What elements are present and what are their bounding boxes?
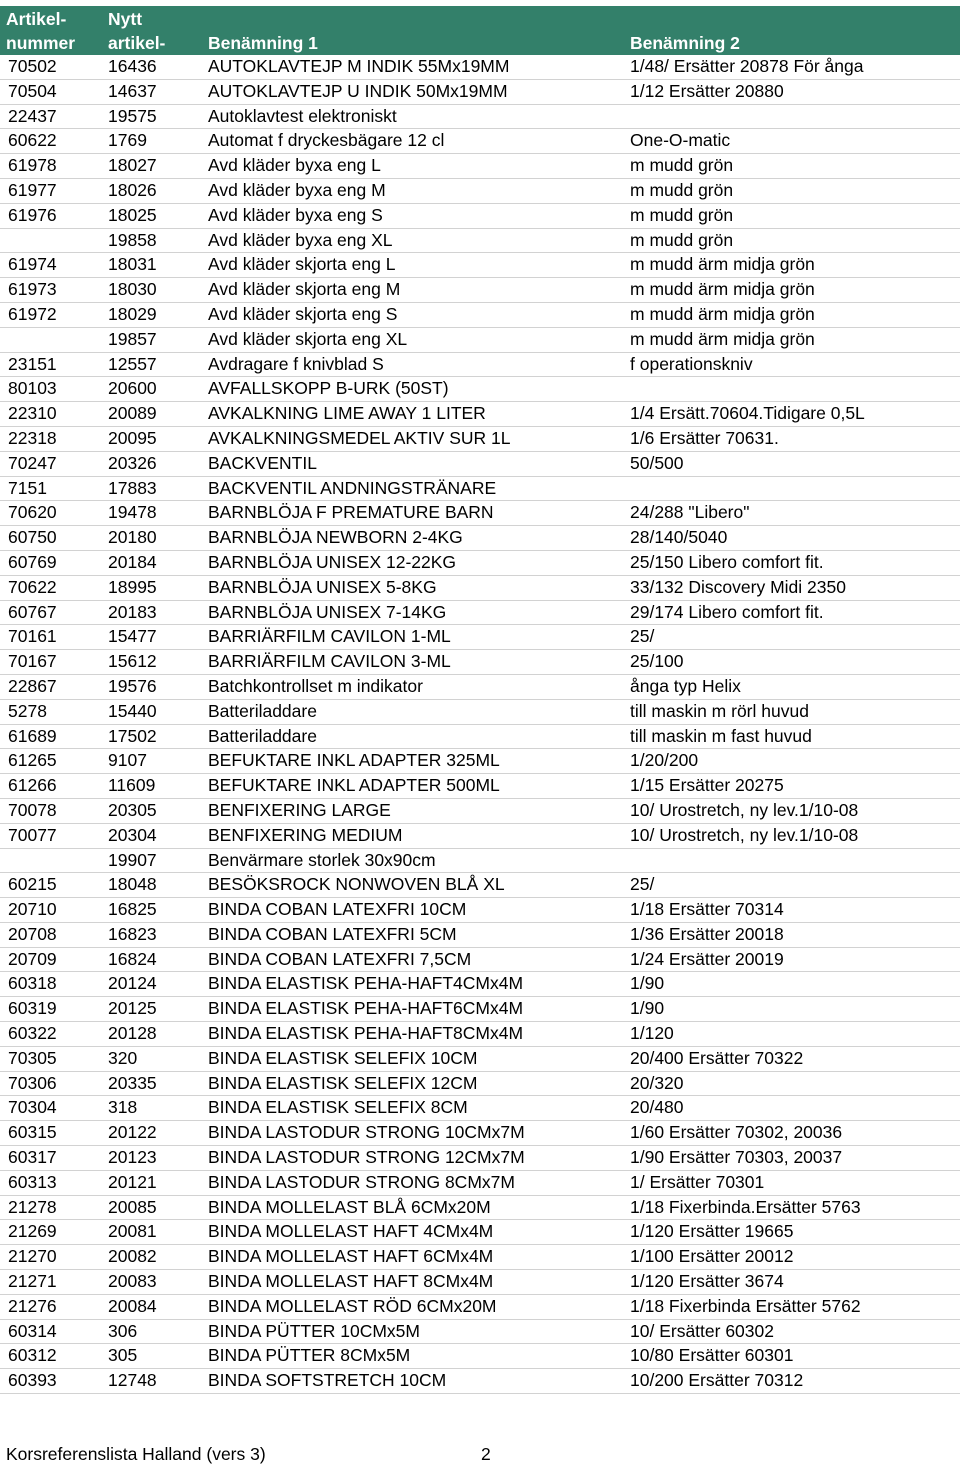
- article-number-cell: 70305: [8, 1047, 57, 1068]
- table-row: [0, 80, 960, 105]
- description-1-cell: BENFIXERING MEDIUM: [208, 824, 403, 845]
- article-number-cell: 61974: [8, 254, 57, 275]
- description-2-cell: m mudd ärm midja grön: [630, 303, 815, 324]
- description-2-cell: m mudd grön: [630, 204, 734, 225]
- table-row: [0, 824, 960, 849]
- table-row: [0, 402, 960, 427]
- article-number-cell: 60322: [8, 1023, 57, 1044]
- table-row: [0, 1245, 960, 1270]
- article-number-cell: 60313: [8, 1171, 57, 1192]
- new-article-number-cell: 20183: [108, 601, 157, 622]
- description-2-cell: 1/18 Fixerbinda.Ersätter 5763: [630, 1196, 861, 1217]
- description-1-cell: BINDA ELASTISK PEHA-HAFT4CMx4M: [208, 973, 524, 994]
- new-article-number-cell: 19478: [108, 502, 157, 523]
- table-row: [0, 972, 960, 997]
- description-1-cell: Avd kläder skjorta eng S: [208, 303, 398, 324]
- table-row: [0, 774, 960, 799]
- table-row: [0, 1220, 960, 1245]
- description-1-cell: BINDA MOLLELAST HAFT 6CMx4M: [208, 1246, 494, 1267]
- description-1-cell: Batchkontrollset m indikator: [208, 675, 423, 696]
- table-row: [0, 1022, 960, 1047]
- article-number-cell: 21269: [8, 1221, 57, 1242]
- new-article-number-cell: 9107: [108, 750, 147, 771]
- new-article-number-cell: 15440: [108, 700, 157, 721]
- description-1-cell: BINDA MOLLELAST BLÅ 6CMx20M: [208, 1196, 491, 1217]
- new-article-number-cell: 19858: [108, 229, 157, 250]
- new-article-number-cell: 17883: [108, 477, 157, 498]
- description-2-cell: 1/90 Ersätter 70303, 20037: [630, 1147, 843, 1168]
- description-1-cell: AVKALKNINGSMEDEL AKTIV SUR 1L: [208, 427, 511, 448]
- description-1-cell: Avd kläder byxa eng S: [208, 204, 383, 225]
- new-article-number-cell: 12557: [108, 353, 157, 374]
- article-number-cell: 61976: [8, 204, 57, 225]
- new-article-number-cell: 20125: [108, 998, 157, 1019]
- new-article-number-cell: 18048: [108, 874, 157, 895]
- description-1-cell: Avd kläder skjorta eng M: [208, 279, 401, 300]
- table-header: [0, 6, 960, 55]
- description-1-cell: Avdragare f knivblad S: [208, 353, 384, 374]
- table-row: [0, 179, 960, 204]
- description-1-cell: Avd kläder byxa eng L: [208, 155, 381, 176]
- description-1-cell: BINDA ELASTISK SELEFIX 8CM: [208, 1097, 468, 1118]
- article-number-cell: 61973: [8, 279, 57, 300]
- table-row: [0, 997, 960, 1022]
- footer-title: Korsreferenslista Halland (vers 3): [6, 1444, 266, 1464]
- header-col1-line2: nummer: [6, 33, 76, 53]
- new-article-number-cell: 18030: [108, 279, 157, 300]
- table-row: [0, 923, 960, 948]
- new-article-number-cell: 305: [108, 1345, 138, 1366]
- description-1-cell: BINDA ELASTISK SELEFIX 10CM: [208, 1047, 478, 1068]
- new-article-number-cell: 16436: [108, 56, 157, 76]
- description-1-cell: Avd kläder skjorta eng L: [208, 254, 396, 275]
- description-2-cell: m mudd ärm midja grön: [630, 279, 815, 300]
- table-row: [0, 700, 960, 725]
- table-row: [0, 1344, 960, 1369]
- article-number-cell: 61978: [8, 155, 57, 176]
- article-number-cell: 22310: [8, 403, 57, 424]
- table-row: [0, 1072, 960, 1097]
- article-number-cell: 20709: [8, 948, 57, 969]
- description-2-cell: 1/15 Ersätter 20275: [630, 775, 784, 796]
- description-2-cell: 1/12 Ersätter 20880: [630, 80, 784, 101]
- table-row: [0, 749, 960, 774]
- table-row: [0, 526, 960, 551]
- table-row: [0, 427, 960, 452]
- description-2-cell: 1/100 Ersätter 20012: [630, 1246, 794, 1267]
- new-article-number-cell: 20089: [108, 403, 157, 424]
- article-number-cell: 61977: [8, 179, 57, 200]
- new-article-number-cell: 18025: [108, 204, 157, 225]
- article-number-cell: 70247: [8, 452, 57, 473]
- table-row: [0, 477, 960, 502]
- new-article-number-cell: 18995: [108, 576, 157, 597]
- description-2-cell: 1/4 Ersätt.70604.Tidigare 0,5L: [630, 403, 865, 424]
- new-article-number-cell: 20081: [108, 1221, 157, 1242]
- article-number-cell: 70502: [8, 56, 57, 76]
- table-row: [0, 129, 960, 154]
- new-article-number-cell: 11609: [108, 775, 156, 796]
- table-row: [0, 353, 960, 378]
- new-article-number-cell: 20184: [108, 551, 157, 572]
- description-1-cell: BARNBLÖJA UNISEX 7-14KG: [208, 601, 447, 622]
- article-number-cell: 21271: [8, 1271, 57, 1292]
- new-article-number-cell: 16825: [108, 899, 157, 920]
- new-article-number-cell: 18027: [108, 155, 157, 176]
- article-number-cell: 70077: [8, 824, 57, 845]
- table-row: [0, 1270, 960, 1295]
- header-col2-line1: Nytt: [108, 9, 143, 29]
- description-1-cell: BINDA LASTODUR STRONG 12CMx7M: [208, 1147, 525, 1168]
- table-row: [0, 799, 960, 824]
- table-row: [0, 898, 960, 923]
- article-number-cell: 70078: [8, 799, 57, 820]
- article-number-cell: 61266: [8, 775, 57, 796]
- description-1-cell: BINDA COBAN LATEXFRI 5CM: [208, 923, 457, 944]
- description-2-cell: 1/120 Ersätter 19665: [630, 1221, 794, 1242]
- description-2-cell: 50/500: [630, 452, 684, 473]
- header-col2-line2: artikel-: [108, 33, 166, 53]
- article-number-cell: 60215: [8, 874, 57, 895]
- table-row: [0, 1171, 960, 1196]
- description-2-cell: 1/20/200: [630, 750, 699, 771]
- table-row: [0, 1196, 960, 1221]
- article-number-cell: 60622: [8, 130, 57, 151]
- table-row: [0, 1047, 960, 1072]
- description-2-cell: 10/ Urostretch, ny lev.1/10-08: [630, 799, 859, 820]
- description-1-cell: BINDA COBAN LATEXFRI 7,5CM: [208, 948, 472, 969]
- description-1-cell: BACKVENTIL: [208, 452, 317, 473]
- article-number-cell: 20710: [8, 899, 57, 920]
- article-number-cell: 60315: [8, 1122, 57, 1143]
- article-number-cell: 70504: [8, 80, 57, 101]
- table-row: [0, 204, 960, 229]
- description-2-cell: 1/90: [630, 998, 665, 1019]
- new-article-number-cell: 18029: [108, 303, 157, 324]
- table-row: [0, 328, 960, 353]
- description-2-cell: m mudd ärm midja grön: [630, 254, 815, 275]
- description-1-cell: AVFALLSKOPP B-URK (50ST): [208, 378, 449, 399]
- description-1-cell: AUTOKLAVTEJP M INDIK 55Mx19MM: [208, 56, 510, 76]
- description-2-cell: ånga typ Helix: [630, 675, 741, 696]
- new-article-number-cell: 16824: [108, 948, 157, 969]
- table-row: [0, 1320, 960, 1345]
- article-number-cell: 61689: [8, 725, 57, 746]
- description-2-cell: 1/18 Fixerbinda Ersätter 5762: [630, 1295, 861, 1316]
- description-1-cell: Automat f dryckesbägare 12 cl: [208, 130, 445, 151]
- article-number-cell: 21276: [8, 1295, 57, 1316]
- article-number-cell: 22867: [8, 675, 57, 696]
- description-1-cell: BINDA MOLLELAST RÖD 6CMx20M: [208, 1295, 497, 1316]
- table-row: [0, 278, 960, 303]
- description-2-cell: 24/288 "Libero": [630, 502, 750, 523]
- article-number-cell: 60750: [8, 527, 57, 548]
- description-2-cell: 1/36 Ersätter 20018: [630, 923, 784, 944]
- new-article-number-cell: 19857: [108, 328, 157, 349]
- article-number-cell: 60769: [8, 551, 57, 572]
- description-2-cell: till maskin m rörl huvud: [630, 700, 809, 721]
- table-row: [0, 873, 960, 898]
- description-1-cell: BEFUKTARE INKL ADAPTER 325ML: [208, 750, 500, 771]
- new-article-number-cell: 1769: [108, 130, 147, 151]
- article-number-cell: 21278: [8, 1196, 57, 1217]
- new-article-number-cell: 20304: [108, 824, 157, 845]
- table-row: [0, 551, 960, 576]
- new-article-number-cell: 20124: [108, 973, 157, 994]
- article-number-cell: 20708: [8, 923, 57, 944]
- description-1-cell: BINDA PÜTTER 8CMx5M: [208, 1345, 411, 1366]
- new-article-number-cell: 318: [108, 1097, 138, 1118]
- table-row: [0, 1121, 960, 1146]
- new-article-number-cell: 320: [108, 1047, 138, 1068]
- description-1-cell: BINDA PÜTTER 10CMx5M: [208, 1320, 420, 1341]
- description-1-cell: BINDA LASTODUR STRONG 8CMx7M: [208, 1171, 515, 1192]
- description-1-cell: Batteriladdare: [208, 700, 317, 721]
- table-row: [0, 154, 960, 179]
- article-number-cell: 61972: [8, 303, 57, 324]
- description-1-cell: BEFUKTARE INKL ADAPTER 500ML: [208, 775, 500, 796]
- description-2-cell: till maskin m fast huvud: [630, 725, 812, 746]
- article-number-cell: 60319: [8, 998, 57, 1019]
- description-1-cell: Autoklavtest elektroniskt: [208, 105, 397, 126]
- table-row: [0, 625, 960, 650]
- new-article-number-cell: 18031: [108, 254, 157, 275]
- table-row: [0, 849, 960, 874]
- description-1-cell: Benvärmare storlek 30x90cm: [208, 849, 436, 870]
- article-number-cell: 5278: [8, 700, 47, 721]
- new-article-number-cell: 20326: [108, 452, 157, 473]
- description-1-cell: Batteriladdare: [208, 725, 317, 746]
- new-article-number-cell: 18026: [108, 179, 157, 200]
- new-article-number-cell: 20085: [108, 1196, 157, 1217]
- header-col4: Benämning 2: [630, 33, 740, 53]
- description-2-cell: 25/: [630, 874, 655, 895]
- new-article-number-cell: 20121: [108, 1171, 157, 1192]
- description-2-cell: m mudd ärm midja grön: [630, 328, 815, 349]
- table-row: [0, 576, 960, 601]
- header-col3: Benämning 1: [208, 33, 318, 53]
- description-1-cell: BARNBLÖJA NEWBORN 2-4KG: [208, 527, 463, 548]
- table-row: [0, 1295, 960, 1320]
- description-2-cell: 10/200 Ersätter 70312: [630, 1370, 804, 1391]
- description-1-cell: AUTOKLAVTEJP U INDIK 50Mx19MM: [208, 80, 508, 101]
- description-2-cell: 20/320: [630, 1072, 684, 1093]
- new-article-number-cell: 15477: [108, 626, 157, 647]
- article-number-cell: 7151: [8, 477, 47, 498]
- table-body: [0, 55, 960, 1394]
- article-number-cell: 22437: [8, 105, 57, 126]
- new-article-number-cell: 20122: [108, 1122, 157, 1143]
- new-article-number-cell: 20082: [108, 1246, 157, 1267]
- description-1-cell: BACKVENTIL ANDNINGSTRÄNARE: [208, 477, 497, 498]
- description-1-cell: BINDA ELASTISK SELEFIX 12CM: [208, 1072, 478, 1093]
- description-2-cell: 1/24 Ersätter 20019: [630, 948, 784, 969]
- new-article-number-cell: 306: [108, 1320, 138, 1341]
- description-2-cell: 20/400 Ersätter 70322: [630, 1047, 804, 1068]
- description-2-cell: m mudd grön: [630, 229, 734, 250]
- table-row: [0, 1146, 960, 1171]
- article-number-cell: 22318: [8, 427, 57, 448]
- description-2-cell: m mudd grön: [630, 179, 734, 200]
- new-article-number-cell: 20123: [108, 1147, 157, 1168]
- description-2-cell: 28/140/5040: [630, 527, 728, 548]
- article-number-cell: 70304: [8, 1097, 57, 1118]
- description-1-cell: BINDA SOFTSTRETCH 10CM: [208, 1370, 447, 1391]
- article-number-cell: 60393: [8, 1370, 57, 1391]
- table-row: [0, 55, 960, 80]
- description-2-cell: 1/60 Ersätter 70302, 20036: [630, 1122, 843, 1143]
- page-number: 2: [481, 1444, 491, 1464]
- description-2-cell: One-O-matic: [630, 130, 731, 151]
- description-1-cell: BARRIÄRFILM CAVILON 1-ML: [208, 626, 451, 647]
- description-1-cell: Avd kläder byxa eng M: [208, 179, 386, 200]
- article-number-cell: 80103: [8, 378, 57, 399]
- description-1-cell: BARNBLÖJA F PREMATURE BARN: [208, 502, 494, 523]
- article-number-cell: 60314: [8, 1320, 57, 1341]
- new-article-number-cell: 17502: [108, 725, 157, 746]
- description-1-cell: BINDA ELASTISK PEHA-HAFT6CMx4M: [208, 998, 524, 1019]
- description-1-cell: Avd kläder byxa eng XL: [208, 229, 393, 250]
- description-1-cell: BINDA ELASTISK PEHA-HAFT8CMx4M: [208, 1023, 524, 1044]
- page-footer: [6, 1444, 491, 1465]
- article-number-cell: 70306: [8, 1072, 57, 1093]
- description-1-cell: BINDA LASTODUR STRONG 10CMx7M: [208, 1122, 525, 1143]
- table-row: [0, 650, 960, 675]
- article-number-cell: 60317: [8, 1147, 57, 1168]
- description-2-cell: 25/100: [630, 651, 684, 672]
- table-row: [0, 948, 960, 973]
- description-2-cell: 1/6 Ersätter 70631.: [630, 427, 779, 448]
- article-number-cell: 70622: [8, 576, 57, 597]
- new-article-number-cell: 20083: [108, 1271, 157, 1292]
- article-number-cell: 61265: [8, 750, 57, 771]
- table-row: [0, 105, 960, 130]
- new-article-number-cell: 19576: [108, 675, 157, 696]
- new-article-number-cell: 20084: [108, 1295, 157, 1316]
- article-number-cell: 60318: [8, 973, 57, 994]
- description-2-cell: 1/120: [630, 1023, 674, 1044]
- table-row: [0, 1369, 960, 1394]
- description-2-cell: m mudd grön: [630, 155, 734, 176]
- article-number-cell: 70161: [8, 626, 57, 647]
- new-article-number-cell: 20600: [108, 378, 157, 399]
- description-1-cell: BARNBLÖJA UNISEX 5-8KG: [208, 576, 437, 597]
- description-2-cell: 1/90: [630, 973, 665, 994]
- description-2-cell: 29/174 Libero comfort fit.: [630, 601, 824, 622]
- table-row: [0, 229, 960, 254]
- table-row: [0, 725, 960, 750]
- table-row: [0, 501, 960, 526]
- description-1-cell: BINDA MOLLELAST HAFT 4CMx4M: [208, 1221, 494, 1242]
- header-col1-line1: Artikel-: [6, 9, 67, 29]
- table-row: [0, 452, 960, 477]
- table-row: [0, 377, 960, 402]
- new-article-number-cell: 15612: [108, 651, 157, 672]
- article-number-cell: 21270: [8, 1246, 57, 1267]
- description-1-cell: BENFIXERING LARGE: [208, 799, 391, 820]
- new-article-number-cell: 16823: [108, 923, 157, 944]
- description-2-cell: 25/150 Libero comfort fit.: [630, 551, 824, 572]
- description-2-cell: 25/: [630, 626, 655, 647]
- description-2-cell: 1/18 Ersätter 70314: [630, 899, 784, 920]
- table-row: [0, 1096, 960, 1121]
- new-article-number-cell: 20305: [108, 799, 157, 820]
- description-1-cell: BINDA COBAN LATEXFRI 10CM: [208, 899, 467, 920]
- description-2-cell: 10/ Ersätter 60302: [630, 1320, 774, 1341]
- description-2-cell: 1/48/ Ersätter 20878 För ånga: [630, 56, 864, 76]
- new-article-number-cell: 12748: [108, 1370, 157, 1391]
- article-number-cell: 23151: [8, 353, 57, 374]
- table-row: [0, 675, 960, 700]
- description-1-cell: BESÖKSROCK NONWOVEN BLÅ XL: [208, 874, 505, 895]
- description-1-cell: AVKALKNING LIME AWAY 1 LITER: [208, 403, 486, 424]
- new-article-number-cell: 20180: [108, 527, 157, 548]
- table-row: [0, 253, 960, 278]
- description-2-cell: 1/120 Ersätter 3674: [630, 1271, 784, 1292]
- article-number-cell: 60767: [8, 601, 57, 622]
- table-row: [0, 303, 960, 328]
- new-article-number-cell: 20128: [108, 1023, 157, 1044]
- description-2-cell: 10/80 Ersätter 60301: [630, 1345, 794, 1366]
- description-1-cell: BARNBLÖJA UNISEX 12-22KG: [208, 551, 457, 572]
- description-2-cell: 20/480: [630, 1097, 684, 1118]
- article-number-cell: 60312: [8, 1345, 57, 1366]
- new-article-number-cell: 20095: [108, 427, 157, 448]
- description-1-cell: Avd kläder skjorta eng XL: [208, 328, 408, 349]
- description-1-cell: BINDA MOLLELAST HAFT 8CMx4M: [208, 1271, 494, 1292]
- description-2-cell: f operationskniv: [630, 353, 753, 374]
- new-article-number-cell: 19575: [108, 105, 157, 126]
- description-2-cell: 1/ Ersätter 70301: [630, 1171, 765, 1192]
- description-2-cell: 33/132 Discovery Midi 2350: [630, 576, 846, 597]
- new-article-number-cell: 20335: [108, 1072, 157, 1093]
- description-1-cell: BARRIÄRFILM CAVILON 3-ML: [208, 651, 451, 672]
- article-number-cell: 70620: [8, 502, 57, 523]
- table-row: [0, 601, 960, 626]
- description-2-cell: 10/ Urostretch, ny lev.1/10-08: [630, 824, 859, 845]
- new-article-number-cell: 19907: [108, 849, 157, 870]
- article-number-cell: 70167: [8, 651, 57, 672]
- new-article-number-cell: 14637: [108, 80, 157, 101]
